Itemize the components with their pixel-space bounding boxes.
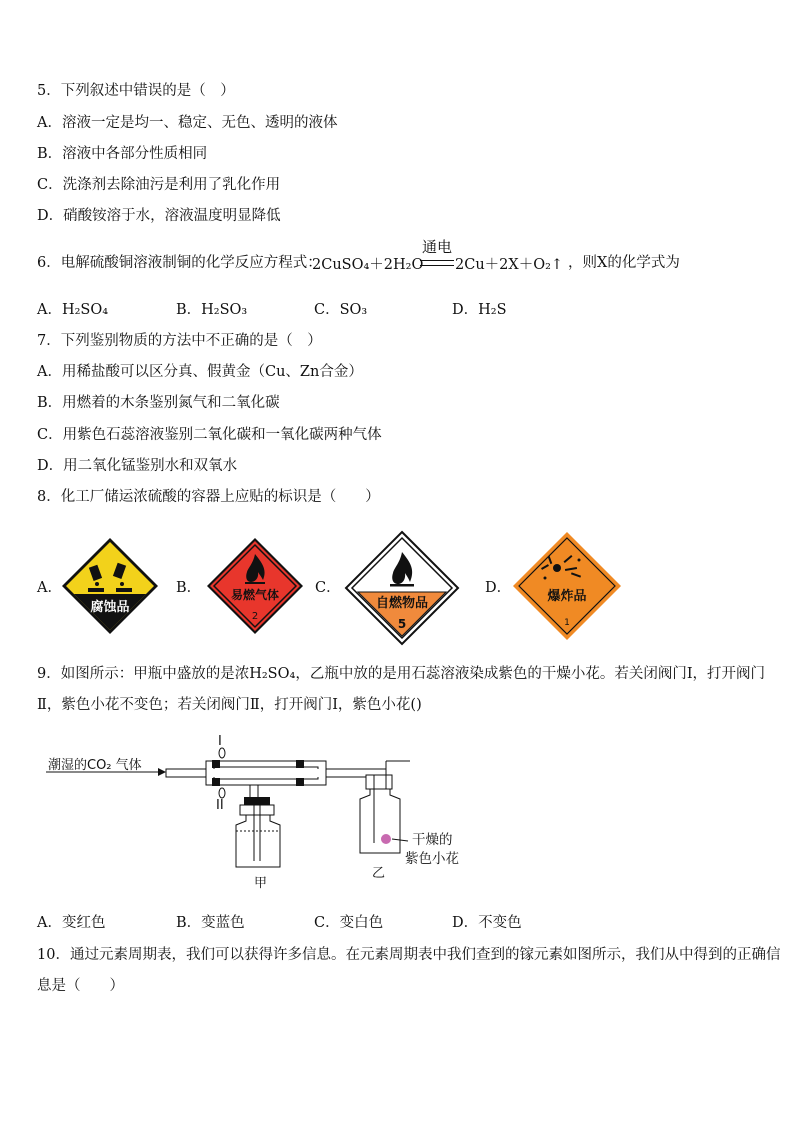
q10-stem-line2: 息是（ ） (37, 978, 124, 994)
q6-option-b: B．H₂SO₃ (176, 302, 248, 318)
q6-condition: 通电 (422, 238, 453, 256)
q9-stem-line1: 9．如图所示：甲瓶中盛放的是浓H₂SO₄，乙瓶中放的是用石蕊溶液染成紫色的干燥小花。若关闭阀门Ⅰ，打开阀门 (37, 666, 766, 682)
q6-stem-prefix: 6．电解硫酸铜溶液制铜的化学反应方程式： (37, 255, 322, 271)
q9-stem-line2: Ⅱ，紫色小花不变色；若关闭阀门Ⅱ，打开阀门Ⅰ，紫色小花() (37, 697, 422, 713)
bottle-yi (360, 789, 400, 853)
gas-label: 潮湿的CO₂ 气体 (48, 758, 142, 773)
q9-option-a: A．变红色 (37, 915, 106, 931)
jia-stopper (244, 797, 270, 805)
bottle-jia-label: 甲 (254, 876, 268, 891)
q5-stem: 5．下列叙述中错误的是（ ） (37, 83, 235, 99)
corrosive-text: 腐蚀品 (90, 600, 130, 615)
spontaneous-combustion-sign (344, 530, 460, 646)
valve-i-label: I (218, 734, 222, 749)
valve-ii-clamp (212, 778, 220, 786)
corrosive-sign (60, 536, 160, 636)
q6-reactants: 2CuSO₄＋2H₂O (312, 257, 424, 273)
q6-products: 2Cu＋2X＋O₂↑ (455, 257, 564, 273)
q7-option-c: C．用紫色石蕊溶液鉴别二氧化碳和一氧化碳两种气体 (37, 427, 382, 443)
explosive-text: 爆炸品 (547, 589, 587, 604)
q5-option-a: A．溶液一定是均一、稳定、无色、透明的液体 (37, 115, 338, 131)
q6-option-a: A．H₂SO₄ (37, 302, 109, 318)
q9-option-b: B．变蓝色 (176, 915, 245, 931)
q7-option-b: B．用燃着的木条鉴别氮气和二氧化碳 (37, 395, 280, 411)
flower-label-line2: 紫色小花 (405, 851, 459, 867)
q9-option-d: D．不变色 (452, 915, 522, 931)
q8-label-c: C． (315, 580, 341, 596)
q7-option-a: A．用稀盐酸可以区分真、假黄金（Cu、Zn合金） (37, 364, 363, 380)
spontaneous-combustion-class: 5 (397, 617, 407, 631)
flower-label-line1: 干燥的 (412, 832, 453, 848)
q7-option-d: D．用二氧化锰鉴别水和双氧水 (37, 458, 238, 474)
q6-stem-suffix: ，则X的化学式为 (568, 255, 680, 271)
explosive-sign (511, 530, 623, 642)
q5-option-d: D．硝酸铵溶于水，溶液温度明显降低 (37, 208, 281, 224)
explosive-class: 1 (564, 618, 570, 628)
q7-stem: 7．下列鉴别物质的方法中不正确的是（ ） (37, 333, 322, 349)
bottle-yi-label: 乙 (372, 866, 386, 881)
q9-apparatus-diagram (40, 725, 440, 895)
flammable-gas-sign (205, 536, 305, 636)
yi-stopper (366, 775, 392, 789)
q6-equals-sign (420, 260, 454, 266)
arrow-head (158, 768, 166, 776)
q10-stem-line1: 10．通过元素周期表，我们可以获得许多信息。在元素周期表中我们查到的镓元素如图所示，我们从中得到的正确信 (37, 947, 781, 963)
q8-label-a: A． (37, 580, 62, 596)
q8-stem: 8．化工厂储运浓硫酸的容器上应贴的标识是（ ） (37, 489, 380, 505)
q8-label-b: B． (176, 580, 202, 596)
valve-ii-label: II (216, 798, 224, 813)
q6-option-d: D．H₂S (452, 302, 507, 318)
q8-label-d: D． (485, 580, 512, 596)
flammable-gas-text: 易燃气体 (230, 588, 280, 602)
spontaneous-combustion-text: 自燃物品 (375, 596, 429, 611)
bottle-jia (236, 815, 280, 867)
q9-option-c: C．变白色 (314, 915, 384, 931)
q5-option-b: B．溶液中各部分性质相同 (37, 146, 208, 162)
valve-i-clamp (212, 760, 220, 768)
flammable-gas-class: 2 (251, 611, 259, 622)
purple-flower-icon (381, 834, 391, 844)
q6-option-c: C．SO₃ (314, 302, 368, 318)
q5-option-c: C．洗涤剂去除油污是利用了乳化作用 (37, 177, 281, 193)
